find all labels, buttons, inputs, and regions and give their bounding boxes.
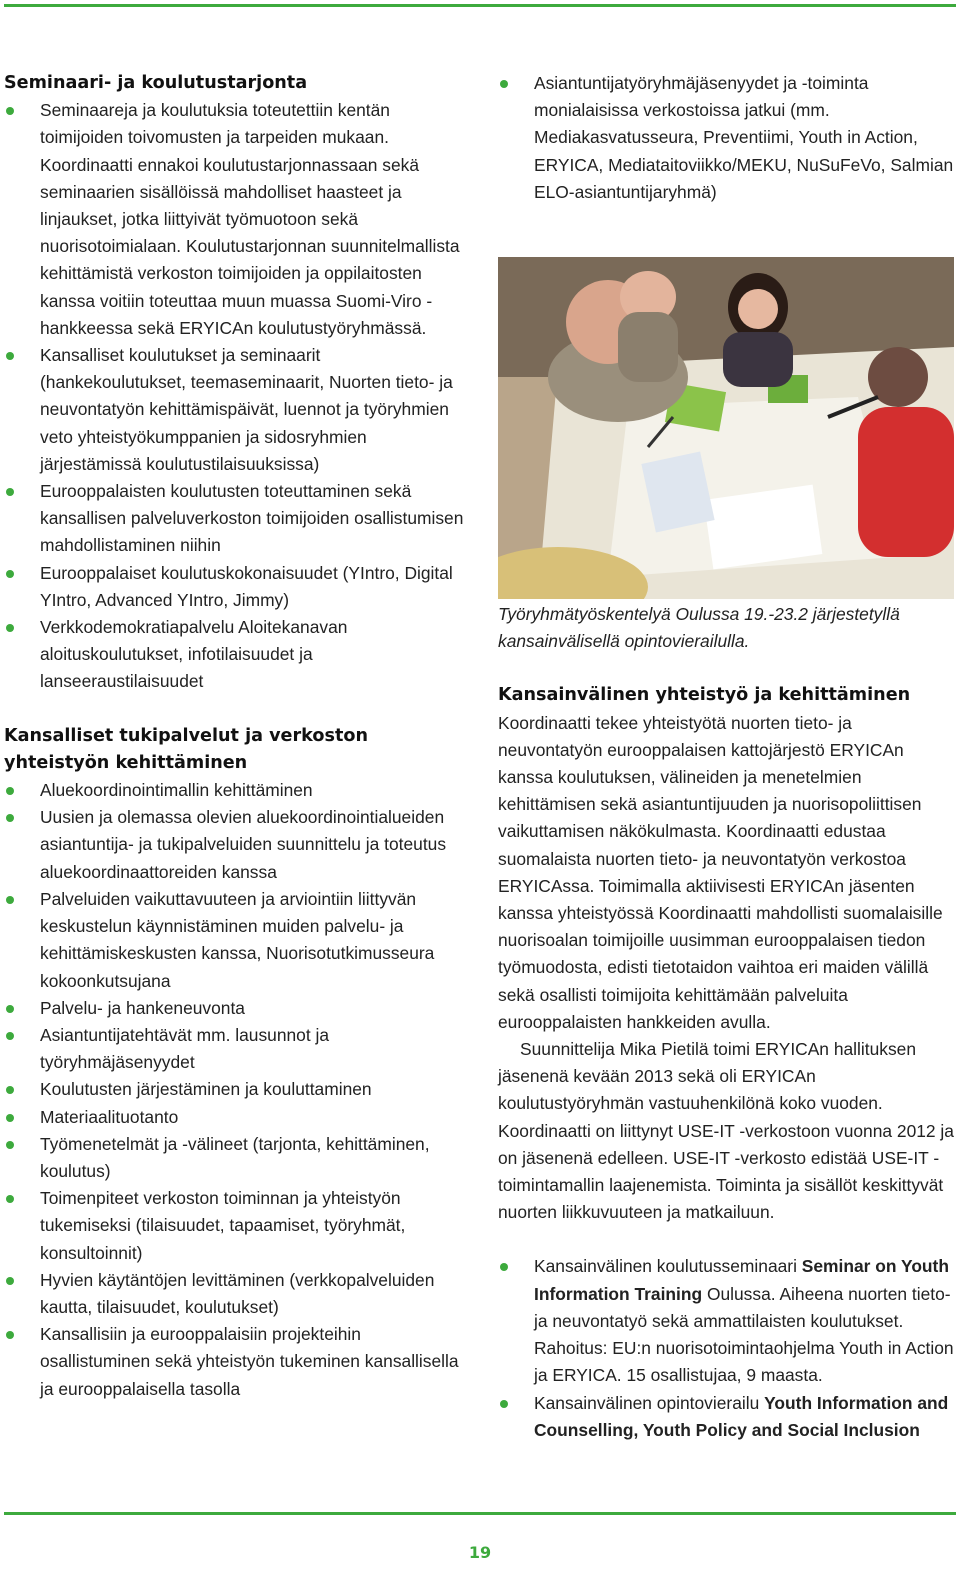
event-text-pre: Kansainvälinen opintovierailu bbox=[534, 1392, 765, 1413]
list-item: Kansallisiin ja eurooppalaisiin projekteihin osallistuminen sekä yhteistyön tukeminen kansallisella ja eurooppalaisella tasolla bbox=[4, 1321, 466, 1403]
section-title-seminars: Seminaari- ja koulutustarjonta bbox=[4, 73, 308, 93]
international-paragraph-1: Koordinaatti tekee yhteistyötä nuorten tieto- ja neuvontatyön eurooppalaisen kattojärjestö ERYICAn kanssa koulutuksen, välineiden ja menetelmien kehittämisen sekä asiantuntijuuden ja nuorisopoliittisen vaikuttamisen näkökulmasta. Koordinaatti edustaa suomalaista nuorten tieto- ja neuvontatyön verkostoa ERYICAssa. Toimimalla aktiivisesti ERYICAn jäsenten kanssa yhteistyössä Koordinaatti mahdollisti suomalaisille nuorisoalan toimijoille uusimman eurooppalaisen tiedon työmuodosta, edisti tietotaidon vaihtoa eri maiden välillä sekä osallisti toimijoita kehittämään palveluita eurooppalaisten hankkeiden avulla. bbox=[498, 712, 943, 1032]
list-item: Työmenetelmät ja -välineet (tarjonta, kehittäminen, koulutus) bbox=[4, 1131, 466, 1185]
expert-groups-list bbox=[498, 70, 956, 206]
list-item: Toimenpiteet verkoston toiminnan ja yhteistyön tukemiseksi (tilaisuudet, tapaamiset, työryhmät, konsultoinnit) bbox=[4, 1185, 466, 1267]
list-item: Materiaalituotanto bbox=[4, 1104, 466, 1131]
section-title-international: Kansainvälinen yhteistyö ja kehittäminen bbox=[498, 685, 911, 706]
international-events-list bbox=[498, 1253, 956, 1443]
event-title: Youth Information and Counselling, Youth Policy and Social Inclusion bbox=[534, 1392, 949, 1440]
section-title-support-services: Kansalliset tukipalvelut ja verkoston yhteistyön kehittäminen bbox=[4, 725, 368, 773]
list-item: Uusien ja olemassa olevien aluekoordinointialueiden asiantuntija- ja tukipalveluiden suunnittelu ja toteutus aluekoordinaattoreiden kanssa bbox=[4, 804, 466, 886]
left-column bbox=[4, 70, 466, 1403]
right-column bbox=[498, 70, 956, 1444]
page-number: 19 bbox=[468, 1543, 492, 1562]
list-item bbox=[498, 1253, 956, 1389]
list-item: Koulutusten järjestäminen ja kouluttaminen bbox=[4, 1076, 466, 1103]
list-item: Asiantuntijatyöryhmäjäsenyydet ja -toiminta monialaisissa verkostoissa jatkui (mm. Mediakasvatusseura, Preventiimi, Youth in Action, ERYICA, Mediataitoviikko/MEKU, NuSuFeVo, Salmian ELO-asiantuntijaryhmä) bbox=[498, 70, 956, 206]
list-item: Aluekoordinointimallin kehittäminen bbox=[4, 777, 466, 804]
photo-caption: Työryhmätyöskentelyä Oulussa 19.-23.2 järjestetyllä kansainvälisellä opintovierailulla. bbox=[498, 604, 900, 652]
top-rule bbox=[4, 4, 956, 7]
international-paragraph-2: Suunnittelija Mika Pietilä toimi ERYICAn hallituksen jäsenenä kevään 2013 sekä oli ERYICAn koulutustyöryhmän vastuuhenkilönä koko vuoden. Koordinaatti on liittynyt USE-IT -verkostoon vuonna 2012 ja on jäsenenä edelleen. USE-IT -verkosto edistää USE-IT -toimintamallin laajenemista. Toiminta ja sisällöt keskittyvät nuorten liikkuvuuteen ja matkailuun. bbox=[498, 1039, 954, 1223]
workshop-photo bbox=[498, 257, 954, 599]
event-text-pre: Kansainvälinen koulutusseminaari bbox=[534, 1256, 802, 1277]
support-services-list bbox=[4, 777, 466, 1403]
list-item: Eurooppalaisten koulutusten toteuttaminen sekä kansallisen palveluverkoston toimijoiden osallistumisen mahdollistaminen niihin bbox=[4, 478, 466, 560]
list-item: Kansalliset koulutukset ja seminaarit (hankekoulutukset, teemaseminaarit, Nuorten tieto- ja neuvontatyön kehittämispäivät, luennot ja työryhmien veto yhteistyökumppanien ja sidosryhmien järjestämissä koulutustilaisuuksissa) bbox=[4, 342, 466, 478]
list-item: Hyvien käytäntöjen levittäminen (verkkopalveluiden kautta, tilaisuudet, koulutukset) bbox=[4, 1267, 466, 1321]
event-text-post: Oulussa. Aiheena nuorten tieto- ja neuvontatyö sekä ammattilaisten koulutukset. Rahoitus: EU:n nuorisotoimintaohjelma Youth in Action ja ERYICA. 15 osallistujaa, 9 maasta. bbox=[534, 1283, 954, 1386]
event-title: Seminar on Youth Information Training bbox=[534, 1256, 949, 1304]
list-item: Palvelu- ja hankeneuvonta bbox=[4, 995, 466, 1022]
workshop-photo-illustration bbox=[498, 257, 954, 599]
list-item: Palveluiden vaikuttavuuteen ja arviointiin liittyvän keskustelun käynnistäminen muiden palvelu- ja kehittämiskeskusten kanssa, Nuorisotutkimusseura kokoonkutsujana bbox=[4, 886, 466, 995]
list-item: Eurooppalaiset koulutuskokonaisuudet (YIntro, Digital YIntro, Advanced YIntro, Jimmy) bbox=[4, 560, 466, 614]
list-item: Verkkodemokratiapalvelu Aloitekanavan aloituskoulutukset, infotilaisuudet ja lanseeraustilaisuudet bbox=[4, 614, 466, 696]
list-item: Asiantuntijatehtävät mm. lausunnot ja työryhmäjäsenyydet bbox=[4, 1022, 466, 1076]
list-item bbox=[498, 1390, 956, 1444]
list-item: Seminaareja ja koulutuksia toteutettiin kentän toimijoiden toivomusten ja tarpeiden mukaan. Koordinaatti ennakoi koulutustarjonnassaan sekä seminaarien sisällöissä mahdolliset haasteet ja linjaukset, jotka liittyivät työmuotoon sekä nuorisotoimialaan. Koulutustarjonnan suunnitelmallista kehittämistä verkoston toimijoiden ja oppilaitosten kanssa voitiin toteuttaa muun muassa Suomi-Viro -hankkeessa sekä ERYICAn koulutustyöryhmässä. bbox=[4, 97, 466, 342]
bottom-rule bbox=[4, 1512, 956, 1515]
seminar-list bbox=[4, 97, 466, 695]
